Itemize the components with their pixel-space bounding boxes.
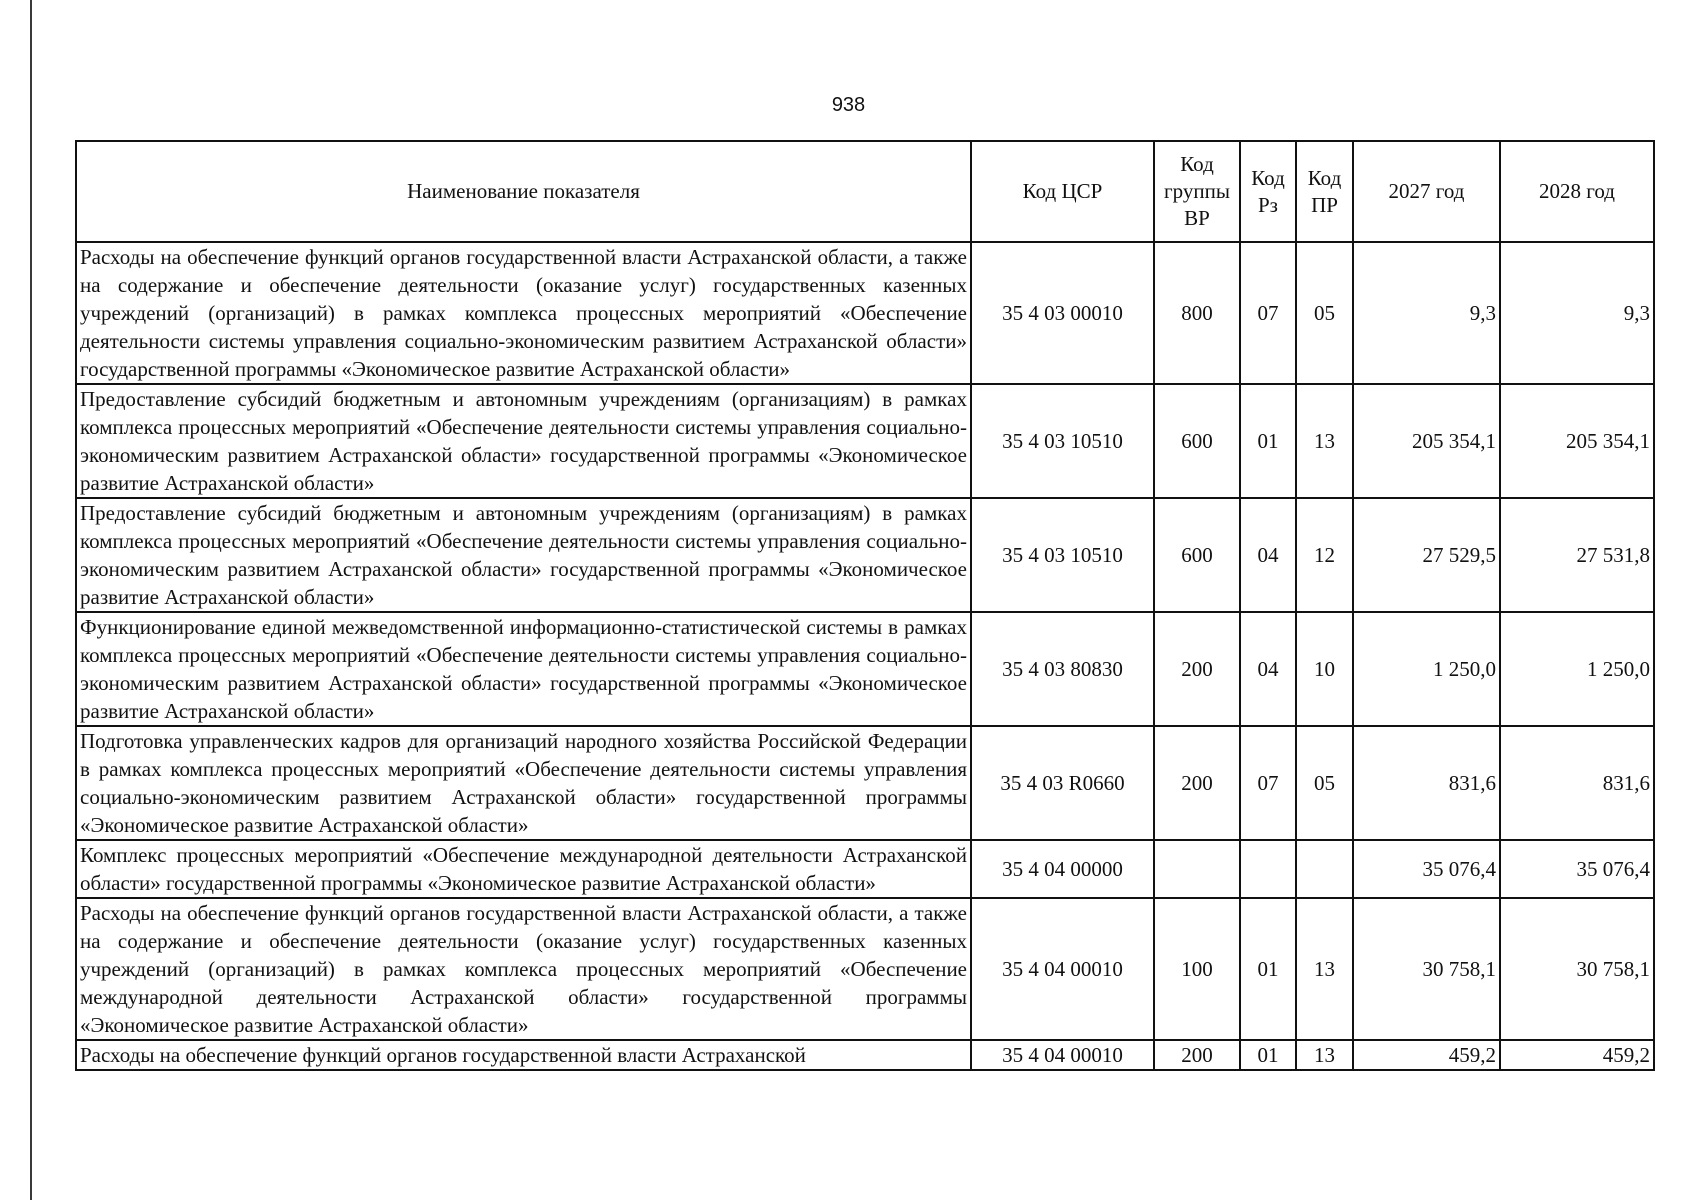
- row-value-2028: 459,2: [1500, 1040, 1654, 1070]
- row-rz-code: 01: [1240, 384, 1296, 498]
- row-value-2027: 459,2: [1353, 1040, 1500, 1070]
- row-name: Подготовка управленческих кадров для организаций народного хозяйства Российской Федерации в рамках комплекса процессных мероприятий «Обеспечение деятельности системы управления социально-экономическим развитием Астраханской области» государственной программы «Экономическое развитие Астраханской области»: [76, 726, 971, 840]
- row-vr-code: 600: [1154, 384, 1240, 498]
- row-value-2027: 35 076,4: [1353, 840, 1500, 898]
- row-value-2027: 27 529,5: [1353, 498, 1500, 612]
- row-name: Предоставление субсидий бюджетным и автономным учреждениям (организациям) в рамках комплекса процессных мероприятий «Обеспечение деятельности системы управления социально-экономическим развитием Астраханской области» государственной программы «Экономическое развитие Астраханской области»: [76, 384, 971, 498]
- row-vr-code: 200: [1154, 726, 1240, 840]
- row-vr-code: 600: [1154, 498, 1240, 612]
- header-vr-code: Код группы ВР: [1154, 141, 1240, 242]
- row-pr-code: 05: [1296, 242, 1353, 384]
- row-vr-code: 100: [1154, 898, 1240, 1040]
- header-2028: 2028 год: [1500, 141, 1654, 242]
- header-pr-code: Код ПР: [1296, 141, 1353, 242]
- row-pr-code: 10: [1296, 612, 1353, 726]
- row-csr-code: 35 4 03 10510: [971, 498, 1154, 612]
- row-pr-code: 13: [1296, 1040, 1353, 1070]
- row-csr-code: 35 4 03 10510: [971, 384, 1154, 498]
- row-value-2028: 35 076,4: [1500, 840, 1654, 898]
- row-value-2028: 27 531,8: [1500, 498, 1654, 612]
- row-rz-code: 01: [1240, 898, 1296, 1040]
- page-number: 938: [831, 94, 866, 116]
- row-name: Функционирование единой межведомственной информационно-статистической системы в рамках комплекса процессных мероприятий «Обеспечение деятельности системы управления социально-экономическим развитием Астраханской области» государственной программы «Экономическое развитие Астраханской области»: [76, 612, 971, 726]
- table-header-row: [76, 141, 1654, 242]
- row-name: Расходы на обеспечение функций органов государственной власти Астраханской области, а также на содержание и обеспечение деятельности (оказание услуг) государственных казенных учреждений (организаций) в рамках комплекса процессных мероприятий «Обеспечение деятельности системы управления социально-экономическим развитием Астраханской области» государственной программы «Экономическое развитие Астраханской области»: [76, 242, 971, 384]
- table-row: [76, 726, 1654, 840]
- header-rz-code: Код Рз: [1240, 141, 1296, 242]
- header-name: Наименование показателя: [76, 141, 971, 242]
- row-pr-code: 13: [1296, 898, 1353, 1040]
- row-vr-code: 800: [1154, 242, 1240, 384]
- row-csr-code: 35 4 03 80830: [971, 612, 1154, 726]
- row-value-2028: 1 250,0: [1500, 612, 1654, 726]
- row-pr-code: 05: [1296, 726, 1353, 840]
- row-value-2028: 831,6: [1500, 726, 1654, 840]
- row-csr-code: 35 4 04 00010: [971, 1040, 1154, 1070]
- row-rz-code: 07: [1240, 726, 1296, 840]
- row-vr-code: [1154, 840, 1240, 898]
- row-pr-code: 12: [1296, 498, 1353, 612]
- row-rz-code: 07: [1240, 242, 1296, 384]
- row-name: Комплекс процессных мероприятий «Обеспечение международной деятельности Астраханской области» государственной программы «Экономическое развитие Астраханской области»: [76, 840, 971, 898]
- left-margin-line: [30, 0, 32, 1200]
- budget-table: [75, 140, 1655, 1071]
- row-rz-code: [1240, 840, 1296, 898]
- table-row: [76, 242, 1654, 384]
- row-value-2028: 205 354,1: [1500, 384, 1654, 498]
- row-csr-code: 35 4 04 00010: [971, 898, 1154, 1040]
- header-csr-code: Код ЦСР: [971, 141, 1154, 242]
- row-rz-code: 04: [1240, 612, 1296, 726]
- row-value-2028: 9,3: [1500, 242, 1654, 384]
- row-name: Предоставление субсидий бюджетным и автономным учреждениям (организациям) в рамках комплекса процессных мероприятий «Обеспечение деятельности системы управления социально-экономическим развитием Астраханской области» государственной программы «Экономическое развитие Астраханской области»: [76, 498, 971, 612]
- row-value-2027: 831,6: [1353, 726, 1500, 840]
- row-pr-code: [1296, 840, 1353, 898]
- row-value-2027: 1 250,0: [1353, 612, 1500, 726]
- row-rz-code: 01: [1240, 1040, 1296, 1070]
- row-name: Расходы на обеспечение функций органов государственной власти Астраханской: [76, 1040, 971, 1070]
- table-row: [76, 612, 1654, 726]
- row-name: Расходы на обеспечение функций органов государственной власти Астраханской области, а также на содержание и обеспечение деятельности (оказание услуг) государственных казенных учреждений (организаций) в рамках комплекса процессных мероприятий «Обеспечение международной деятельности Астраханской области» государственной программы «Экономическое развитие Астраханской области»: [76, 898, 971, 1040]
- row-rz-code: 04: [1240, 498, 1296, 612]
- row-csr-code: 35 4 03 R0660: [971, 726, 1154, 840]
- table-row: [76, 898, 1654, 1040]
- row-pr-code: 13: [1296, 384, 1353, 498]
- row-vr-code: 200: [1154, 1040, 1240, 1070]
- row-value-2027: 205 354,1: [1353, 384, 1500, 498]
- table-row: [76, 1040, 1654, 1070]
- row-value-2027: 30 758,1: [1353, 898, 1500, 1040]
- table-row: [76, 384, 1654, 498]
- header-2027: 2027 год: [1353, 141, 1500, 242]
- row-csr-code: 35 4 04 00000: [971, 840, 1154, 898]
- table-row: [76, 498, 1654, 612]
- row-value-2028: 30 758,1: [1500, 898, 1654, 1040]
- row-value-2027: 9,3: [1353, 242, 1500, 384]
- row-vr-code: 200: [1154, 612, 1240, 726]
- row-csr-code: 35 4 03 00010: [971, 242, 1154, 384]
- table-row: [76, 840, 1654, 898]
